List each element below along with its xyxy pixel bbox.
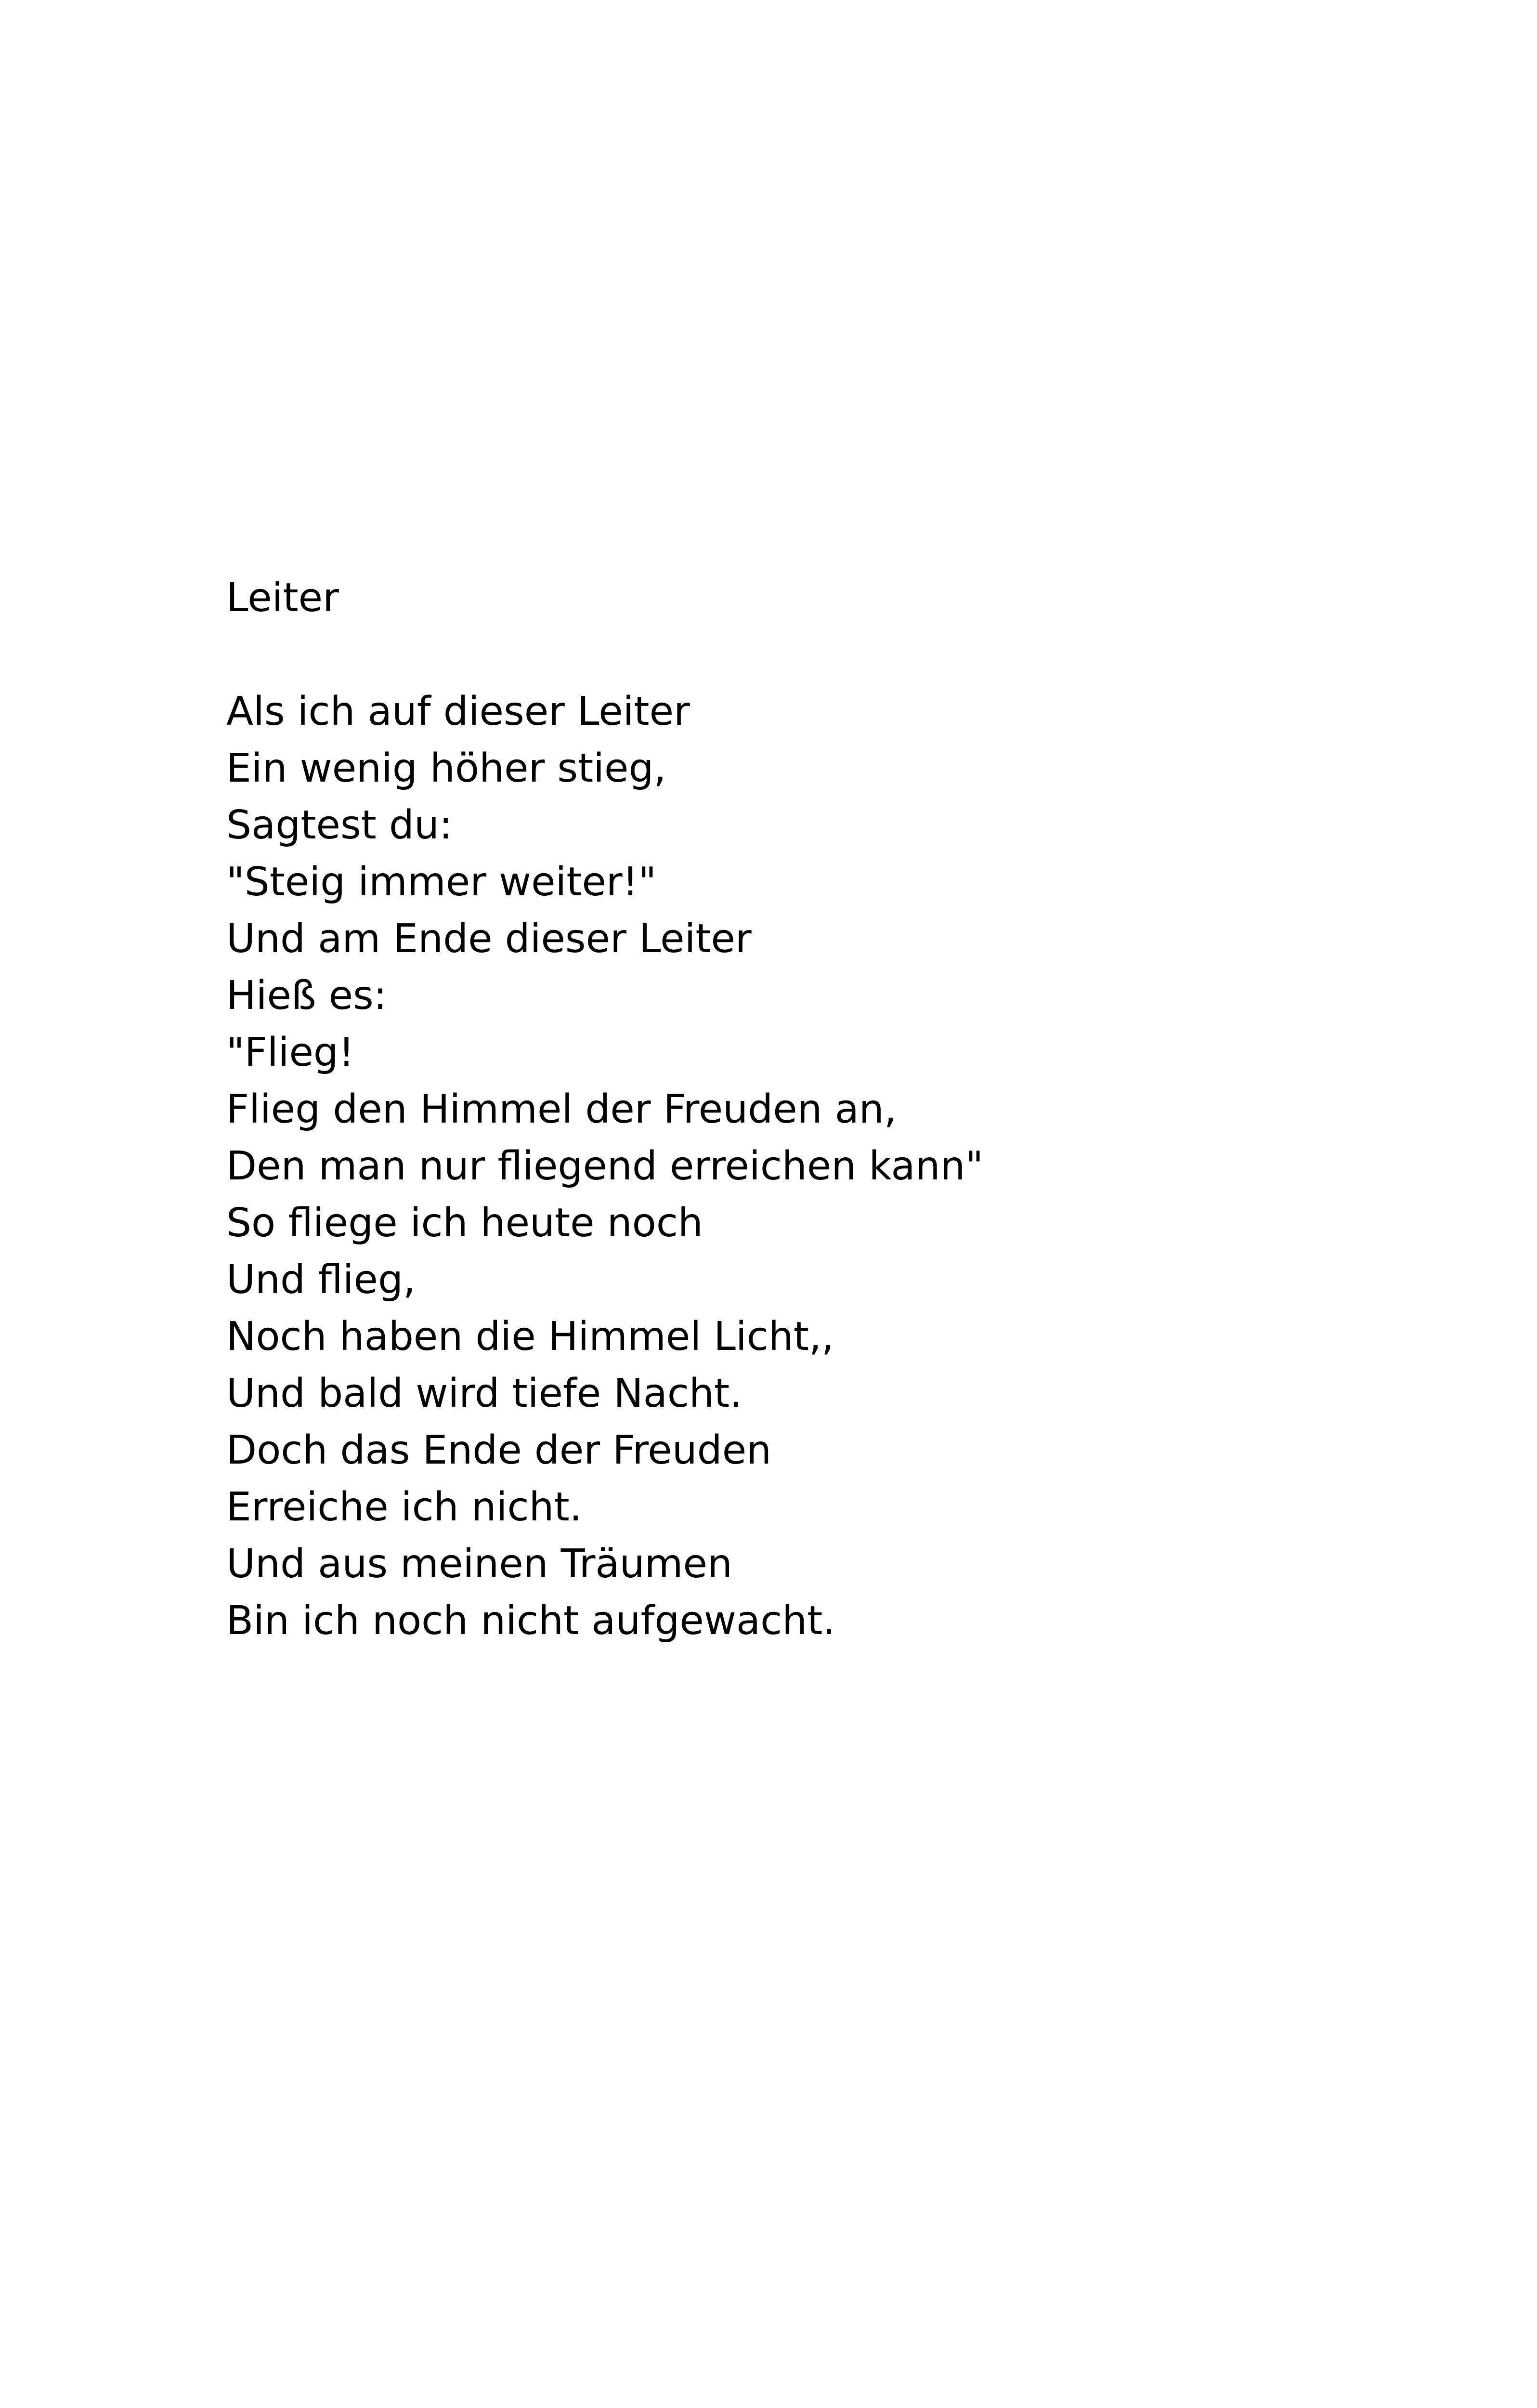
poem-line: Bin ich noch nicht aufgewacht.: [226, 1598, 835, 1644]
poem-line: Hieß es:: [226, 973, 387, 1019]
poem-line: Sagtest du:: [226, 802, 453, 848]
poem-line: So fliege ich heute noch: [226, 1200, 703, 1246]
poem-line: Doch das Ende der Freuden: [226, 1427, 772, 1473]
poem-title: Leiter: [226, 575, 339, 621]
poem-line: Und aus meinen Träumen: [226, 1541, 732, 1587]
poem-body: [226, 683, 1382, 1649]
poem-line: "Steig immer weiter!": [226, 859, 657, 905]
poem-line: Als ich auf dieser Leiter: [226, 689, 690, 734]
poem-line: Und am Ende dieser Leiter: [226, 916, 752, 962]
poem-line: Flieg den Himmel der Freuden an,: [226, 1086, 897, 1132]
poem-line: Und bald wird tiefe Nacht.: [226, 1371, 742, 1416]
poem-line: Den man nur fliegend erreichen kann": [226, 1143, 984, 1189]
poem-line: Und flieg,: [226, 1257, 416, 1303]
poem-line: "Flieg!: [226, 1030, 354, 1075]
poem-line: Noch haben die Himmel Licht,,: [226, 1314, 834, 1360]
poem-line: Ein wenig höher stieg,: [226, 746, 666, 791]
poem-line: Erreiche ich nicht.: [226, 1484, 582, 1530]
